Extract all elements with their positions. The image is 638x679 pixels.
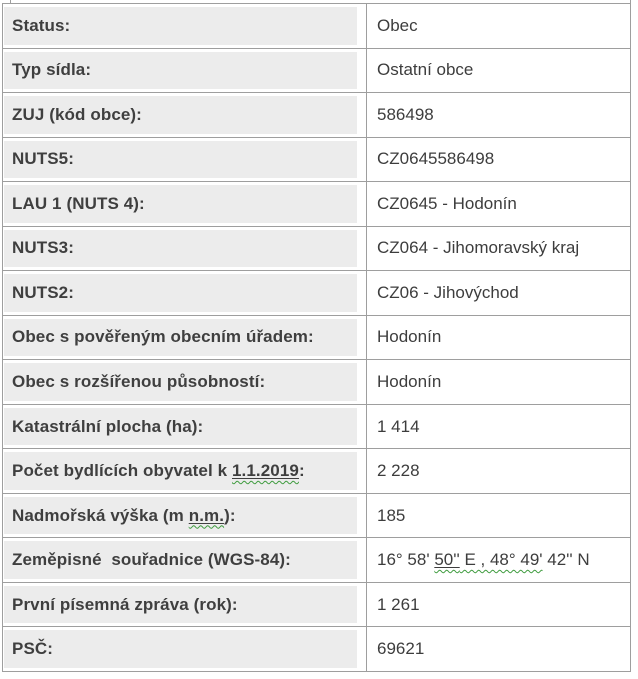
spellcheck-flagged-text: 50'' (434, 550, 460, 570)
table-row (3, 138, 630, 183)
table-row (3, 316, 630, 361)
table-row (3, 4, 630, 49)
text-segment: 1 414 (377, 416, 420, 436)
row-label (4, 149, 74, 169)
row-label-cell (3, 494, 367, 538)
row-label-cell (3, 138, 367, 182)
text-segment: NUTS2: (12, 282, 74, 302)
row-value-cell (367, 360, 630, 404)
row-value (377, 595, 420, 615)
row-label (4, 327, 314, 347)
row-value-cell (367, 138, 630, 182)
row-label-cell (3, 227, 367, 271)
row-label-cell (3, 627, 367, 671)
row-label (4, 60, 91, 80)
text-segment: 69621 (377, 639, 425, 659)
spellcheck-flagged-text: 1.1.2019 (232, 461, 299, 481)
row-label-cell (3, 182, 367, 226)
text-segment: ): (224, 505, 236, 525)
text-segment: CZ0645586498 (377, 149, 495, 169)
row-label (4, 417, 203, 437)
row-value-cell (367, 583, 630, 627)
row-label (4, 283, 74, 303)
row-value (377, 105, 434, 125)
text-segment: LAU 1 (NUTS 4): (12, 193, 145, 213)
row-label-cell (3, 538, 367, 582)
row-value-cell (367, 271, 630, 315)
text-segment: 42'' N (542, 550, 590, 570)
row-label (4, 639, 53, 659)
row-label-cell (3, 271, 367, 315)
text-segment: CZ064 - Jihomoravský kraj (377, 238, 580, 258)
text-segment: Počet bydlících obyvatel k (12, 461, 232, 481)
row-label-cell (3, 360, 367, 404)
text-segment: Ostatní obce (377, 60, 474, 80)
row-value-cell (367, 49, 630, 93)
table-row (3, 538, 630, 583)
text-segment: 586498 (377, 104, 434, 124)
row-label-cell (3, 93, 367, 137)
row-value (377, 194, 517, 214)
row-value (377, 639, 424, 659)
text-segment: 1 261 (377, 594, 420, 614)
row-label (4, 550, 291, 570)
table-row (3, 271, 630, 316)
table-row (3, 494, 630, 539)
text-segment: NUTS3: (12, 238, 74, 258)
table-row (3, 405, 630, 450)
text-segment: ZUJ (kód obce): (12, 104, 142, 124)
text-segment: Hodonín (377, 372, 442, 392)
row-value-cell (367, 182, 630, 226)
row-label (4, 506, 236, 526)
row-label-cell (3, 405, 367, 449)
row-value-cell (367, 227, 630, 271)
spellcheck-flagged-text: n.m. (188, 505, 225, 525)
row-label (4, 595, 238, 615)
text-segment: CZ06 - Jihovýchod (377, 282, 519, 302)
row-label-cell (3, 583, 367, 627)
municipality-info-table (2, 3, 631, 672)
row-value (377, 16, 418, 36)
text-segment: Katastrální plocha (ha): (12, 416, 204, 436)
row-value-cell (367, 449, 630, 493)
table-row (3, 182, 630, 227)
row-label-cell (3, 49, 367, 93)
row-value (377, 60, 473, 80)
text-segment: Zeměpisné souřadnice (WGS-84): (12, 550, 291, 570)
table-row (3, 627, 630, 671)
table-row (3, 227, 630, 272)
row-label (4, 194, 145, 214)
text-segment: Obec (377, 15, 418, 35)
text-segment: : (298, 461, 305, 481)
row-label (4, 238, 74, 258)
text-segment: 16° 58' (377, 550, 435, 570)
row-value-cell (367, 4, 630, 48)
row-label (4, 461, 305, 481)
text-segment: Status: (12, 15, 71, 35)
text-segment: Obec s rozšířenou působností: (12, 372, 266, 392)
spellcheck-flagged-text: E , 48° 49' (459, 550, 543, 570)
table-row (3, 93, 630, 138)
table-row (3, 49, 630, 94)
row-value-cell (367, 627, 630, 671)
row-value (377, 461, 420, 481)
row-value (377, 372, 441, 392)
row-value (377, 327, 441, 347)
row-value-cell (367, 494, 630, 538)
text-segment: Nadmořská výška (m (12, 505, 189, 525)
row-value (377, 550, 590, 570)
row-value (377, 238, 579, 258)
table-row (3, 360, 630, 405)
row-value (377, 283, 519, 303)
row-value-cell (367, 405, 630, 449)
text-segment: 2 228 (377, 461, 420, 481)
table-row (3, 583, 630, 628)
row-label-cell (3, 4, 367, 48)
text-segment: První písemná zpráva (rok): (12, 594, 238, 614)
text-segment: 185 (377, 505, 406, 525)
text-segment: Hodonín (377, 327, 442, 347)
text-segment: NUTS5: (12, 149, 74, 169)
text-segment: PSČ: (12, 639, 54, 659)
row-value-cell (367, 93, 630, 137)
row-label-cell (3, 316, 367, 360)
row-label (4, 105, 142, 125)
text-segment: Obec s pověřeným obecním úřadem: (12, 327, 314, 347)
row-value-cell (367, 538, 630, 582)
text-segment: Typ sídla: (12, 60, 92, 80)
row-value (377, 417, 420, 437)
row-label (4, 16, 70, 36)
text-segment: CZ0645 - Hodonín (377, 193, 517, 213)
row-value (377, 506, 405, 526)
table-row (3, 449, 630, 494)
row-value (377, 149, 494, 169)
row-label-cell (3, 449, 367, 493)
row-label (4, 372, 265, 392)
row-value-cell (367, 316, 630, 360)
